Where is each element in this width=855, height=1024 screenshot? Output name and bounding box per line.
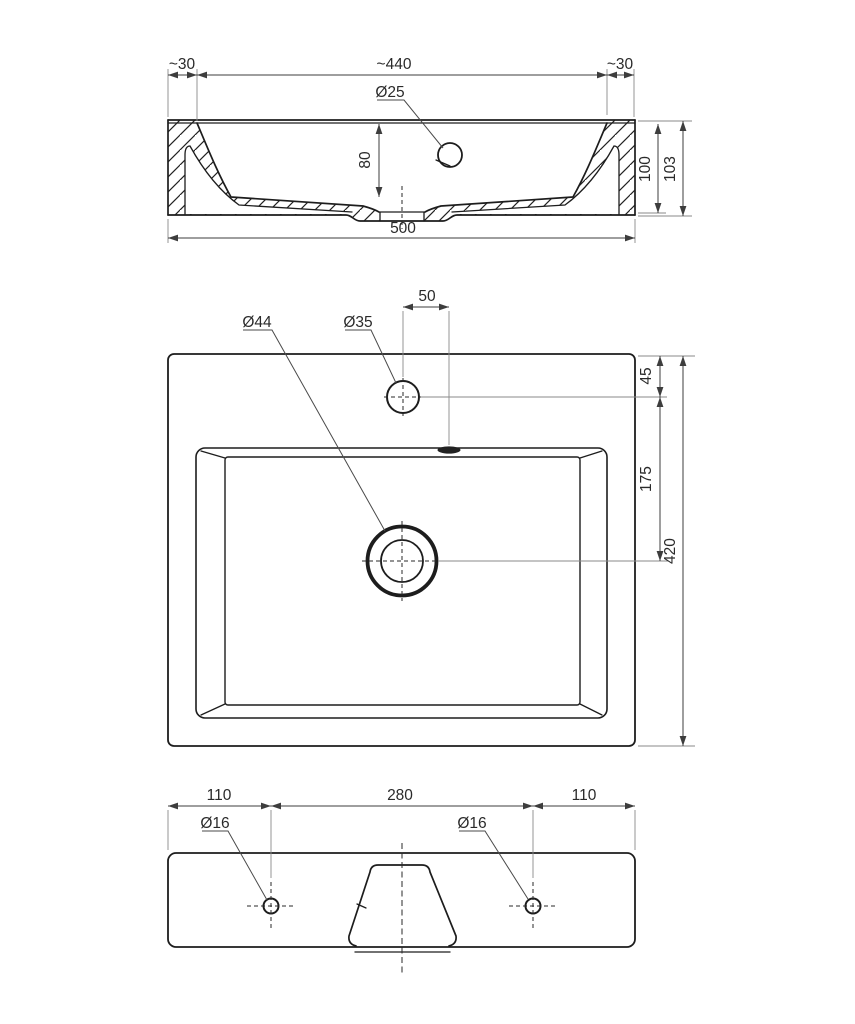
dim-section-edge-right: ~30	[606, 56, 634, 73]
dim-section-depth: 80	[357, 151, 374, 169]
plan-right-dims	[638, 356, 695, 746]
label-hole-left-dia: Ø16	[200, 815, 230, 832]
dim-bottom-hole-left-offset: 110	[206, 787, 232, 804]
label-faucet-dia: Ø35	[343, 314, 373, 331]
section-view	[168, 56, 692, 243]
label-hole-right-dia: Ø16	[457, 815, 487, 832]
plan-overflow-slot	[438, 446, 461, 453]
dim-bottom-holes-span: 280	[387, 787, 413, 804]
dim-plan-overflow-offset: 50	[418, 288, 436, 305]
section-width-dim	[168, 219, 635, 243]
dim-section-width: 500	[390, 220, 416, 237]
dim-plan-faucet-to-drain: 175	[638, 466, 655, 492]
section-height-dims	[637, 121, 692, 216]
plan-drain-hole	[381, 540, 423, 582]
dim-section-edge-left: ~30	[168, 56, 196, 73]
label-overflow-dia: Ø25	[375, 84, 405, 101]
section-overflow-label	[375, 84, 443, 148]
section-depth-dim	[357, 124, 379, 197]
dim-bottom-hole-right-offset: 110	[571, 787, 597, 804]
label-drain-dia: Ø44	[242, 314, 272, 331]
dim-section-height-front: 100	[637, 156, 654, 182]
bottom-view	[168, 787, 635, 975]
dim-section-height-back: 103	[662, 156, 679, 182]
dim-plan-depth: 420	[662, 538, 679, 564]
dim-section-inner-width: ~440	[376, 56, 412, 73]
dim-plan-faucet-from-edge: 45	[638, 367, 655, 385]
plan-view	[168, 288, 695, 746]
